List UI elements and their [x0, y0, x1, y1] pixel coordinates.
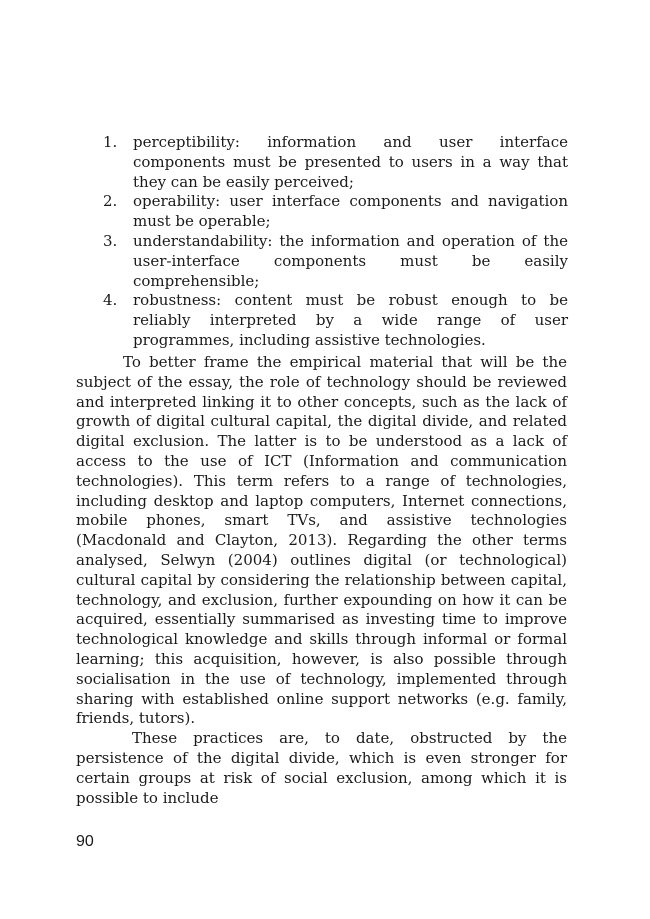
list-item-text: operability: user interface components and navigation must be operable;: [133, 192, 568, 231]
paragraph: These practices are, to date, obstructed by the persistence of the digital divide, which is even stronger for certain groups at risk of social exclusion, among which it is possible to include: [76, 729, 567, 807]
list-item-number: 4.: [103, 291, 118, 310]
list-item: [100, 291, 568, 350]
numbered-list: [100, 133, 568, 351]
list-item-number: 3.: [103, 231, 118, 250]
body-text: [76, 353, 567, 808]
list-item: [100, 133, 568, 192]
list-item-number: 1.: [103, 133, 118, 151]
list-item-text: perceptibility: information and user interface components must be presented to users in a way that they can be easily perceived;: [133, 133, 568, 191]
paragraph: To better frame the empirical material that will be the subject of the essay, the role of technology should be reviewed and interpreted linking it to other concepts, such as the lack of growth of digital cultural capital, the digital divide, and related digital exclusion. The latter is to be understood as a lack of access to the use of ICT (Information and communication technologies). This term refers to a range of technologies, including desktop and laptop computers, Internet connections, mobile phones, smart TVs, and assistive technologies (Macdonald and Clayton, 2013). Regarding the other terms analysed, Selwyn (2004) outlines digital (or technological) cultural capital by considering the relationship between capital, technology, and exclusion, further expounding on how it can be acquired, essentially summarised as investing time to improve technological knowledge and skills through informal or formal learning; this acquisition, however, is also possible through socialisation in the use of technology, implemented through sharing with established online support networks (e.g. family, friends, tutors).: [76, 353, 567, 728]
list-item-number: 2.: [103, 192, 118, 211]
list-item-text: robustness: content must be robust enough to be reliably interpreted by a wide range of user programmes, including assistive technologies.: [133, 291, 568, 349]
list-item: [100, 192, 568, 232]
list-item-text: understandability: the information and operation of the user-interface components must be easily comprehensible;: [133, 231, 568, 290]
list-item: [100, 232, 568, 291]
page-number: 90: [76, 833, 94, 850]
